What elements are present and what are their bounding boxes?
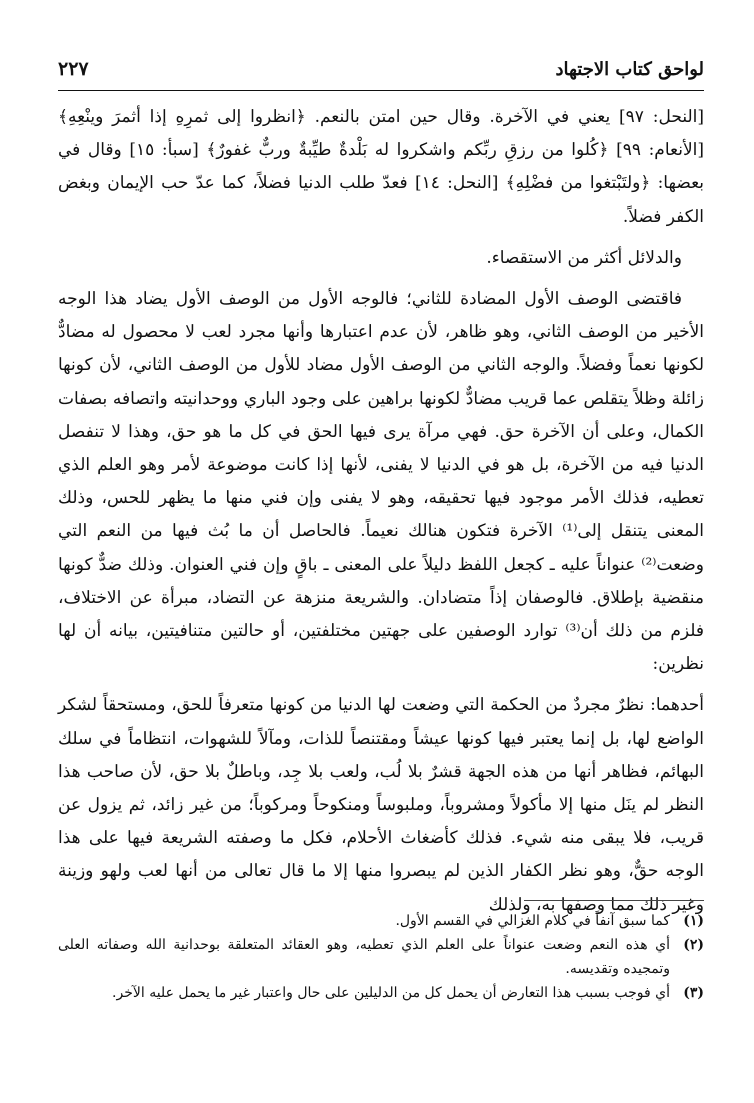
running-title: لواحق كتاب الاجتهاد (555, 59, 704, 80)
paragraph-first-view: أحدهما: نظرٌ مجردٌ من الحكمة التي وضعت لها الدنيا من كونها متعرفاً للحق، ومستحقاً لشكر الواضع لها، بل إنما يعتبر فيها كونها عيشاً ومقتنصاً للذات، ومآلاً للشهوات، انتظاماً في سلك البهائم، فظاهر أنها من هذه الجهة قشرٌ بلا لُب، ولعب بلا جِد، وباطلٌ بلا حق، لأن صاحب هذا النظر لم ينَل منها إلا مأكولاً ومشروباً، وملبوساً ومنكوحاً ومركوباً؛ من غير زائد، ثم يزول عن قريب، فلا يبقى منه شيء. فذلك كأضغاث الأحلام، فكل ما وصفته الشريعة فيها على هذا الوجه حقٌّ، وهو نظر الكفار الذين لم يبصروا منها إلا ما قال تعالى من أنها لعب ولهو وزينة وغير ذلك مما وصفها به، ولذلك (58, 695, 704, 915)
footnote-text: كما سبق آنفاً في كلام الغزالي في القسم الأول. (395, 913, 670, 929)
paragraph-opposition: فاقتضى الوصف الأول المضادة للثاني؛ فالوجه الأول من الوصف الأول يضاد هذا الوجه الأخير من الوصف الثاني، وهو ظاهر، لأن عدم اعتبارها وأنها مجرد لعب لا محصول له مضادٌّ لكونها نعماً وفضلاً. والوجه الثاني من الوصف الأول مضاد للأول من الوصف الثاني، لأن كونها زائلة وظلاً يتقلص عما قريب مضادٌّ لكونها براهين على وجود الباري ووحدانيته واتصافه بصفات الكمال، وعلى أن الآخرة حق. فهي مرآة يرى فيها الحق في كل ما هو حق، وهذا لا تنفصل الدنيا فيه من الآخرة، بل هو في الدنيا لا يفنى، لأنها إذا كانت موضوعة لأمر وهو العلم الذي تعطيه، فذلك الأمر موجود فيها تحقيقه، وهو لا يفنى وإن فني منها ما يظهر للحس، وذلك المعنى يتنقل إلى⁽¹⁾ الآخرة فتكون هنالك نعيماً. فالحاصل أن ما بُث فيها من النعم التي وضعت⁽²⁾ عنواناً عليه ـ كجعل اللفظ دليلاً على المعنى ـ باقٍ وإن فني العنوان. وذلك ضدٌّ كونها منقضية بإطلاق. فالوصفان إذاً متضادان. والشريعة منزهة عن التضاد، مبرأة عن الاختلاف، فلزم من ذلك أن⁽³⁾ توارد الوصفين على جهتين مختلفتين، أو حالتين متنافيتين، بيانه أن لها نظرين: (58, 289, 704, 675)
footnote-marker: (٢) (683, 937, 704, 953)
paragraph-quran-citations: [النحل: ٩٧] يعني في الآخرة. وقال حين امتن بالنعم. ﴿انظروا إلى ثمرِهِ إذا أثمرَ وينْعِهِ﴾ [الأنعام: ٩٩] ﴿كُلوا من رزقِ ربِّكم واشكروا له بَلْدةٌ طيِّبةٌ وربٌّ غفورٌ﴾ [سبأ: ١٥] وقال في بعضها: ﴿ولتَبْتغوا من فضْلِهِ﴾ [النحل: ١٤] فعدّ طلب الدنيا فضلاً، كما عدّ حب الإيمان وبغض الكفر فضلاً. (58, 107, 704, 227)
footnotes (58, 900, 704, 1005)
footnote-rule (524, 900, 704, 901)
paragraph-evidence-note: والدلائل أكثر من الاستقصاء. (486, 247, 682, 268)
footnote-marker: (٣) (683, 985, 704, 1001)
page-header (58, 58, 704, 91)
footnote-text: أي هذه النعم وضعت عنواناً على العلم الذي تعطيه، وهو العقائد المتعلقة بوحدانية الله وصفاته العلى وتمجيده وتقديسه. (58, 937, 670, 977)
footnote-item (58, 981, 704, 1005)
footnote-text: أي فوجب بسبب هذا التعارض أن يحمل كل من الدليلين على حال واعتبار غير ما يحمل عليه الآخر. (112, 985, 670, 1001)
footnote-marker: (١) (683, 913, 704, 929)
footnote-item (58, 909, 704, 933)
footnote-item (58, 933, 704, 981)
book-page (58, 58, 704, 922)
main-text (58, 101, 704, 922)
page-number: ٢٢٧ (58, 58, 89, 80)
